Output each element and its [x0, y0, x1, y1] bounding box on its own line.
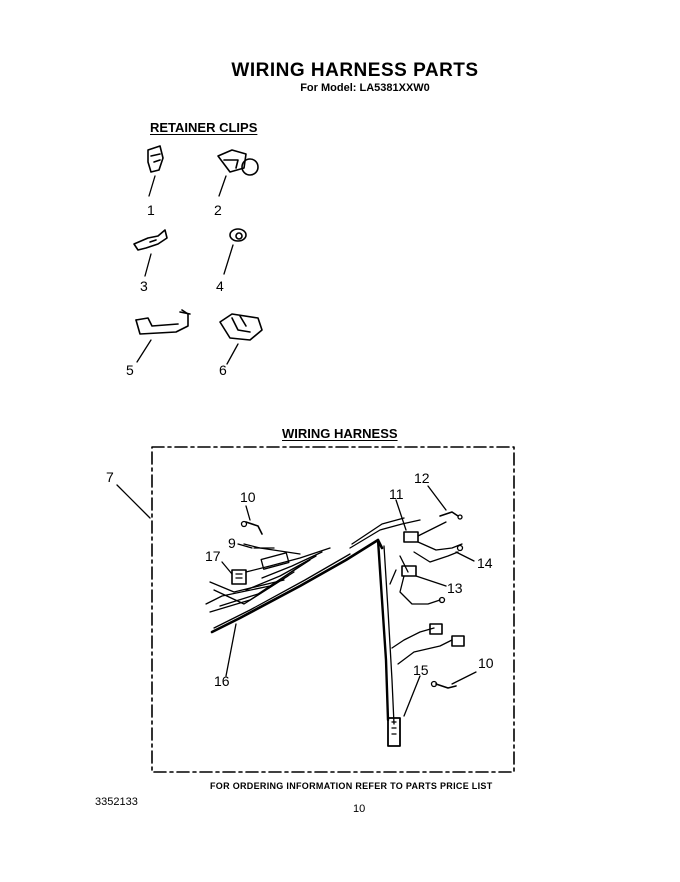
retainer-clip-5	[136, 310, 190, 362]
callout-5: 5	[126, 362, 134, 378]
callout-leaders	[117, 485, 476, 716]
harness-boundary	[152, 447, 514, 772]
callout-3: 3	[140, 278, 148, 294]
model-line: For Model: LA5381XXW0	[300, 82, 430, 94]
retainer-clip-1	[148, 146, 163, 196]
callout-7: 7	[106, 469, 114, 485]
callout-14: 14	[477, 555, 493, 571]
retainer-clips-heading: RETAINER CLIPS	[150, 120, 258, 135]
callout-15: 15	[413, 662, 429, 678]
wiring-harness-assembly	[206, 512, 464, 746]
callout-2: 2	[214, 202, 222, 218]
callout-4: 4	[216, 278, 224, 294]
callout-9: 9	[228, 535, 236, 551]
callout-6: 6	[219, 362, 227, 378]
callout-11: 11	[389, 486, 404, 502]
page-number: 10	[353, 803, 366, 815]
retainer-clip-6	[220, 314, 262, 364]
callout-10-lower: 10	[478, 655, 494, 671]
retainer-clip-2	[218, 150, 258, 196]
callout-16: 16	[214, 673, 230, 689]
page-title: WIRING HARNESS PARTS	[231, 60, 479, 81]
retainer-clip-4	[224, 229, 246, 274]
callout-10-upper: 10	[240, 489, 256, 505]
retainer-clip-3	[134, 230, 167, 276]
wiring-harness-heading: WIRING HARNESS	[282, 426, 398, 441]
ordering-note: FOR ORDERING INFORMATION REFER TO PARTS PRICE LIST	[210, 781, 493, 791]
callout-12: 12	[414, 470, 430, 486]
callout-13: 13	[447, 580, 463, 596]
callout-17: 17	[205, 548, 221, 564]
callout-1: 1	[147, 202, 155, 218]
document-number: 3352133	[95, 796, 138, 808]
